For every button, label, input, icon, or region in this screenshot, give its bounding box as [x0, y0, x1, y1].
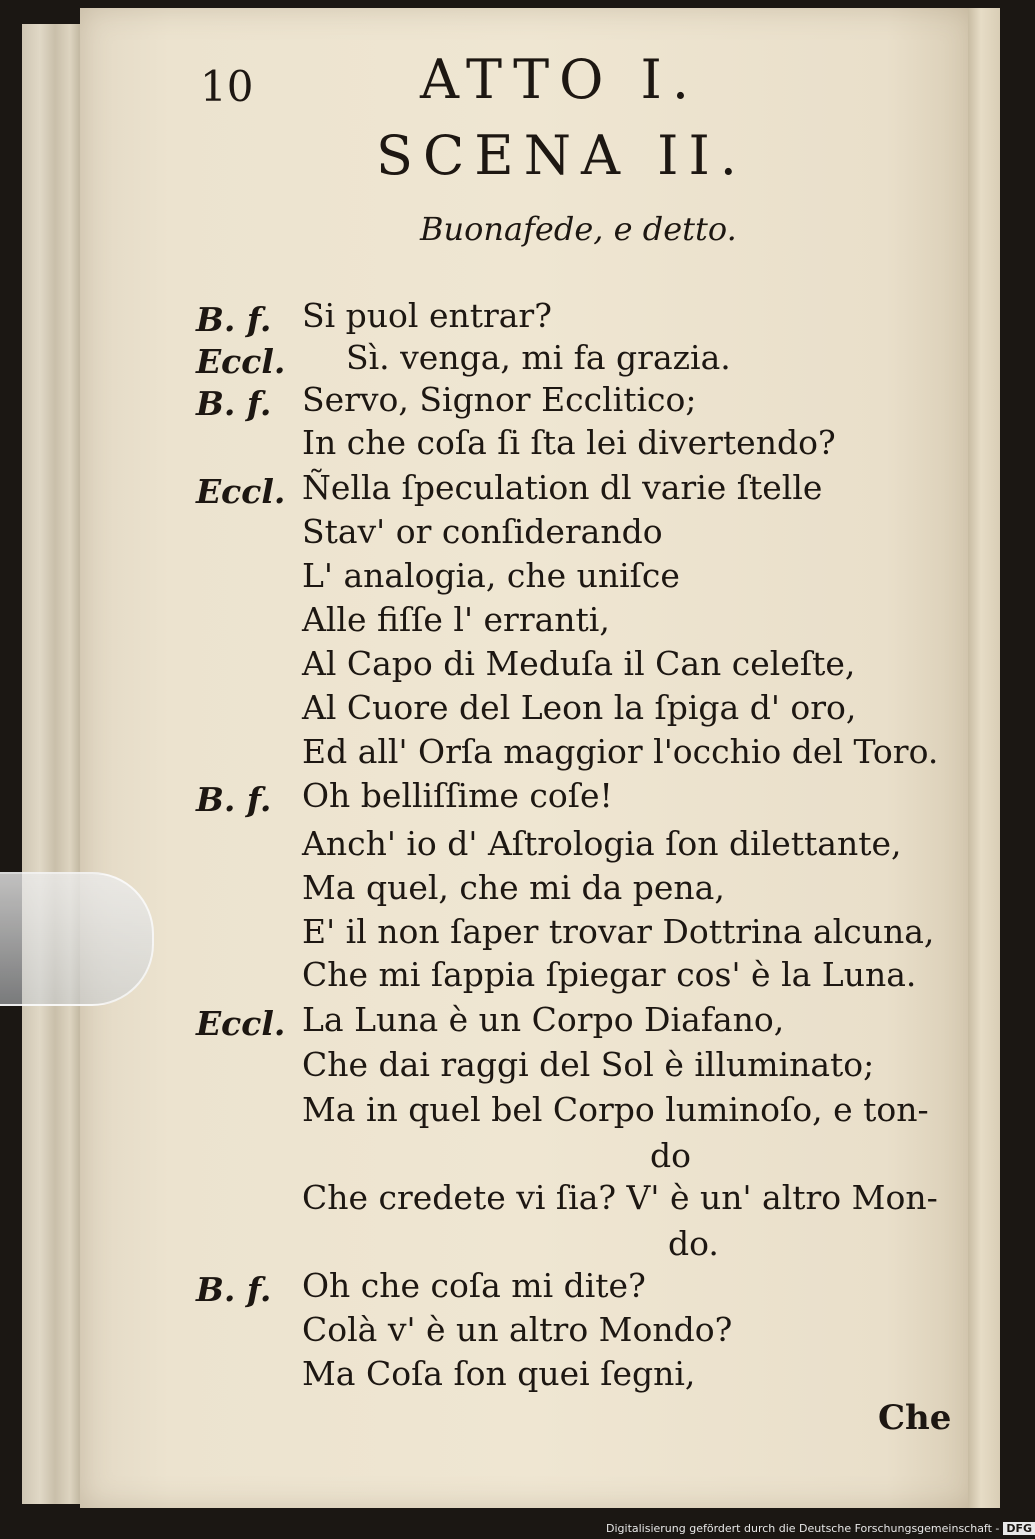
dialogue-line: Sì. venga, mi fa grazia.: [346, 338, 731, 377]
dialogue-line: Ma quel, che mi da pena,: [302, 868, 725, 907]
dialogue-line: Ma Coſa ſon quei ſegni,: [302, 1354, 696, 1393]
page-holder-clip: [0, 872, 154, 1006]
page-number: 10: [200, 62, 254, 111]
back-pages-edge: [22, 24, 82, 1504]
dialogue-line: La Luna è un Corpo Diafano,: [302, 1000, 785, 1039]
dialogue-line: Servo, Signor Ecclitico;: [302, 380, 697, 419]
dialogue-line: Si puol entrar?: [302, 296, 552, 335]
speaker-label: B. f.: [196, 780, 272, 819]
dialogue-line: L' analogia, che uniſce: [302, 556, 680, 595]
dialogue-line: Oh che coſa mi dite?: [302, 1266, 646, 1305]
dialogue-line: Che dai raggi del Sol è illuminato;: [302, 1045, 875, 1084]
dialogue-line: do.: [668, 1224, 719, 1263]
dialogue-line: Oh belliſſime coſe!: [302, 776, 613, 815]
speaker-label: B. f.: [196, 300, 272, 339]
dialogue-line: Colà v' è un altro Mondo?: [302, 1310, 733, 1349]
speaker-label: B. f.: [196, 384, 272, 423]
scene-characters: Buonafede, e detto.: [420, 210, 737, 248]
speaker-label: Eccl.: [196, 1004, 286, 1043]
scene-heading: SCENA II.: [376, 124, 747, 187]
speaker-label: Eccl.: [196, 342, 286, 381]
speaker-label: Eccl.: [196, 472, 286, 511]
speaker-label: B. f.: [196, 1270, 272, 1309]
dialogue-line: do: [650, 1136, 691, 1175]
dialogue-line: Al Cuore del Leon la ſpiga d' oro,: [302, 688, 857, 727]
dialogue-line: Che credete vi ſia? V' è un' altro Mon-: [302, 1178, 938, 1217]
dialogue-line: Ñella ſpeculation dl varie ſtelle: [302, 468, 823, 507]
dfg-logo: DFG: [1003, 1522, 1035, 1535]
dialogue-line: Alle fiſſe l' erranti,: [302, 600, 610, 639]
catchword: Che: [878, 1398, 952, 1438]
dialogue-line: Che mi ſappia ſpiegar cos' è la Luna.: [302, 955, 917, 994]
dialogue-line: Ed all' Orſa maggior l'occhio del Toro.: [302, 732, 939, 771]
dialogue-line: Ma in quel bel Corpo luminoſo, e ton-: [302, 1090, 929, 1129]
credit-text: Digitalisierung gefördert durch die Deutsche Forschungsgemeinschaft -: [606, 1522, 1000, 1535]
dialogue-line: Al Capo di Meduſa il Can celeſte,: [302, 644, 856, 683]
dialogue-line: Stav' or conſiderando: [302, 512, 663, 551]
dialogue-line: Anch' io d' Aſtrologia ſon dilettante,: [302, 824, 902, 863]
act-heading: ATTO I.: [420, 48, 700, 111]
dialogue-line: E' il non ſaper trovar Dottrina alcuna,: [302, 912, 935, 951]
dialogue-line: In che coſa ſi ſta lei divertendo?: [302, 423, 836, 462]
digitization-credit: [606, 1522, 1035, 1535]
page-right-edge: [968, 8, 1000, 1508]
